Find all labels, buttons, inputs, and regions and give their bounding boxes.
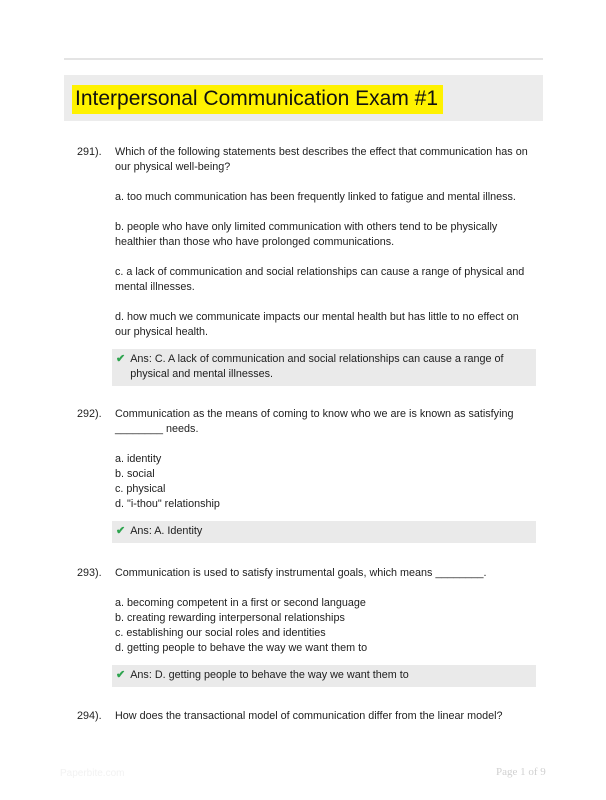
option-d: d. getting people to behave the way we want them to	[115, 642, 368, 654]
option-c: c. a lack of communication and social relationships can cause a range of physical and mental illnesses.	[115, 266, 525, 293]
check-icon: ✔	[116, 525, 126, 537]
answer-box	[112, 665, 536, 687]
option-d: d. "i-thou" relationship	[115, 498, 220, 510]
option-b: b. creating rewarding interpersonal relationships	[115, 612, 345, 624]
option-d: d. how much we communicate impacts our mental health but has little to no effect on our physical health.	[115, 311, 519, 338]
question-number: 294).	[77, 710, 102, 722]
question-body	[115, 566, 533, 687]
top-divider	[64, 58, 543, 60]
answer-text: Ans: C. A lack of communication and social relationships can cause a range of physical and mental illnesses.	[130, 353, 504, 380]
question-number: 293).	[77, 567, 102, 579]
footer-watermark: Paperbite.com	[60, 768, 125, 779]
question-body	[115, 407, 533, 543]
page-indicator: Page 1 of 9	[496, 766, 546, 778]
question-stem: Communication is used to satisfy instrumental goals, which means ________.	[115, 567, 487, 579]
option-b: b. social	[115, 468, 155, 480]
answer-text: Ans: D. getting people to behave the way we want them to	[130, 669, 409, 681]
option-a: a. too much communication has been frequently linked to fatigue and mental illness.	[115, 191, 516, 203]
check-icon: ✔	[116, 353, 126, 365]
option-list	[115, 596, 533, 656]
option-c: c. physical	[115, 483, 166, 495]
question-number: 291).	[77, 146, 102, 158]
option-a: a. becoming competent in a first or second language	[115, 597, 366, 609]
question-stem: Communication as the means of coming to know who we are is known as satisfying ________ needs.	[115, 408, 514, 435]
answer-box	[112, 349, 536, 386]
answer-box	[112, 521, 536, 543]
question-stem: How does the transactional model of communication differ from the linear model?	[115, 710, 503, 722]
title-banner	[64, 75, 543, 121]
option-c: c. establishing our social roles and identities	[115, 627, 326, 639]
question-stem: Which of the following statements best describes the effect that communication has on our physical well-being?	[115, 146, 528, 173]
question-number: 292).	[77, 408, 102, 420]
option-a: a. identity	[115, 453, 162, 465]
question-body	[115, 709, 533, 724]
question-body	[115, 145, 533, 386]
check-icon: ✔	[116, 669, 126, 681]
page-title: Interpersonal Communication Exam #1	[72, 85, 443, 114]
answer-text: Ans: A. Identity	[130, 525, 203, 537]
option-b: b. people who have only limited communication with others tend to be physically healthier than those who have prolonged communications.	[115, 221, 498, 248]
option-list	[115, 452, 533, 512]
